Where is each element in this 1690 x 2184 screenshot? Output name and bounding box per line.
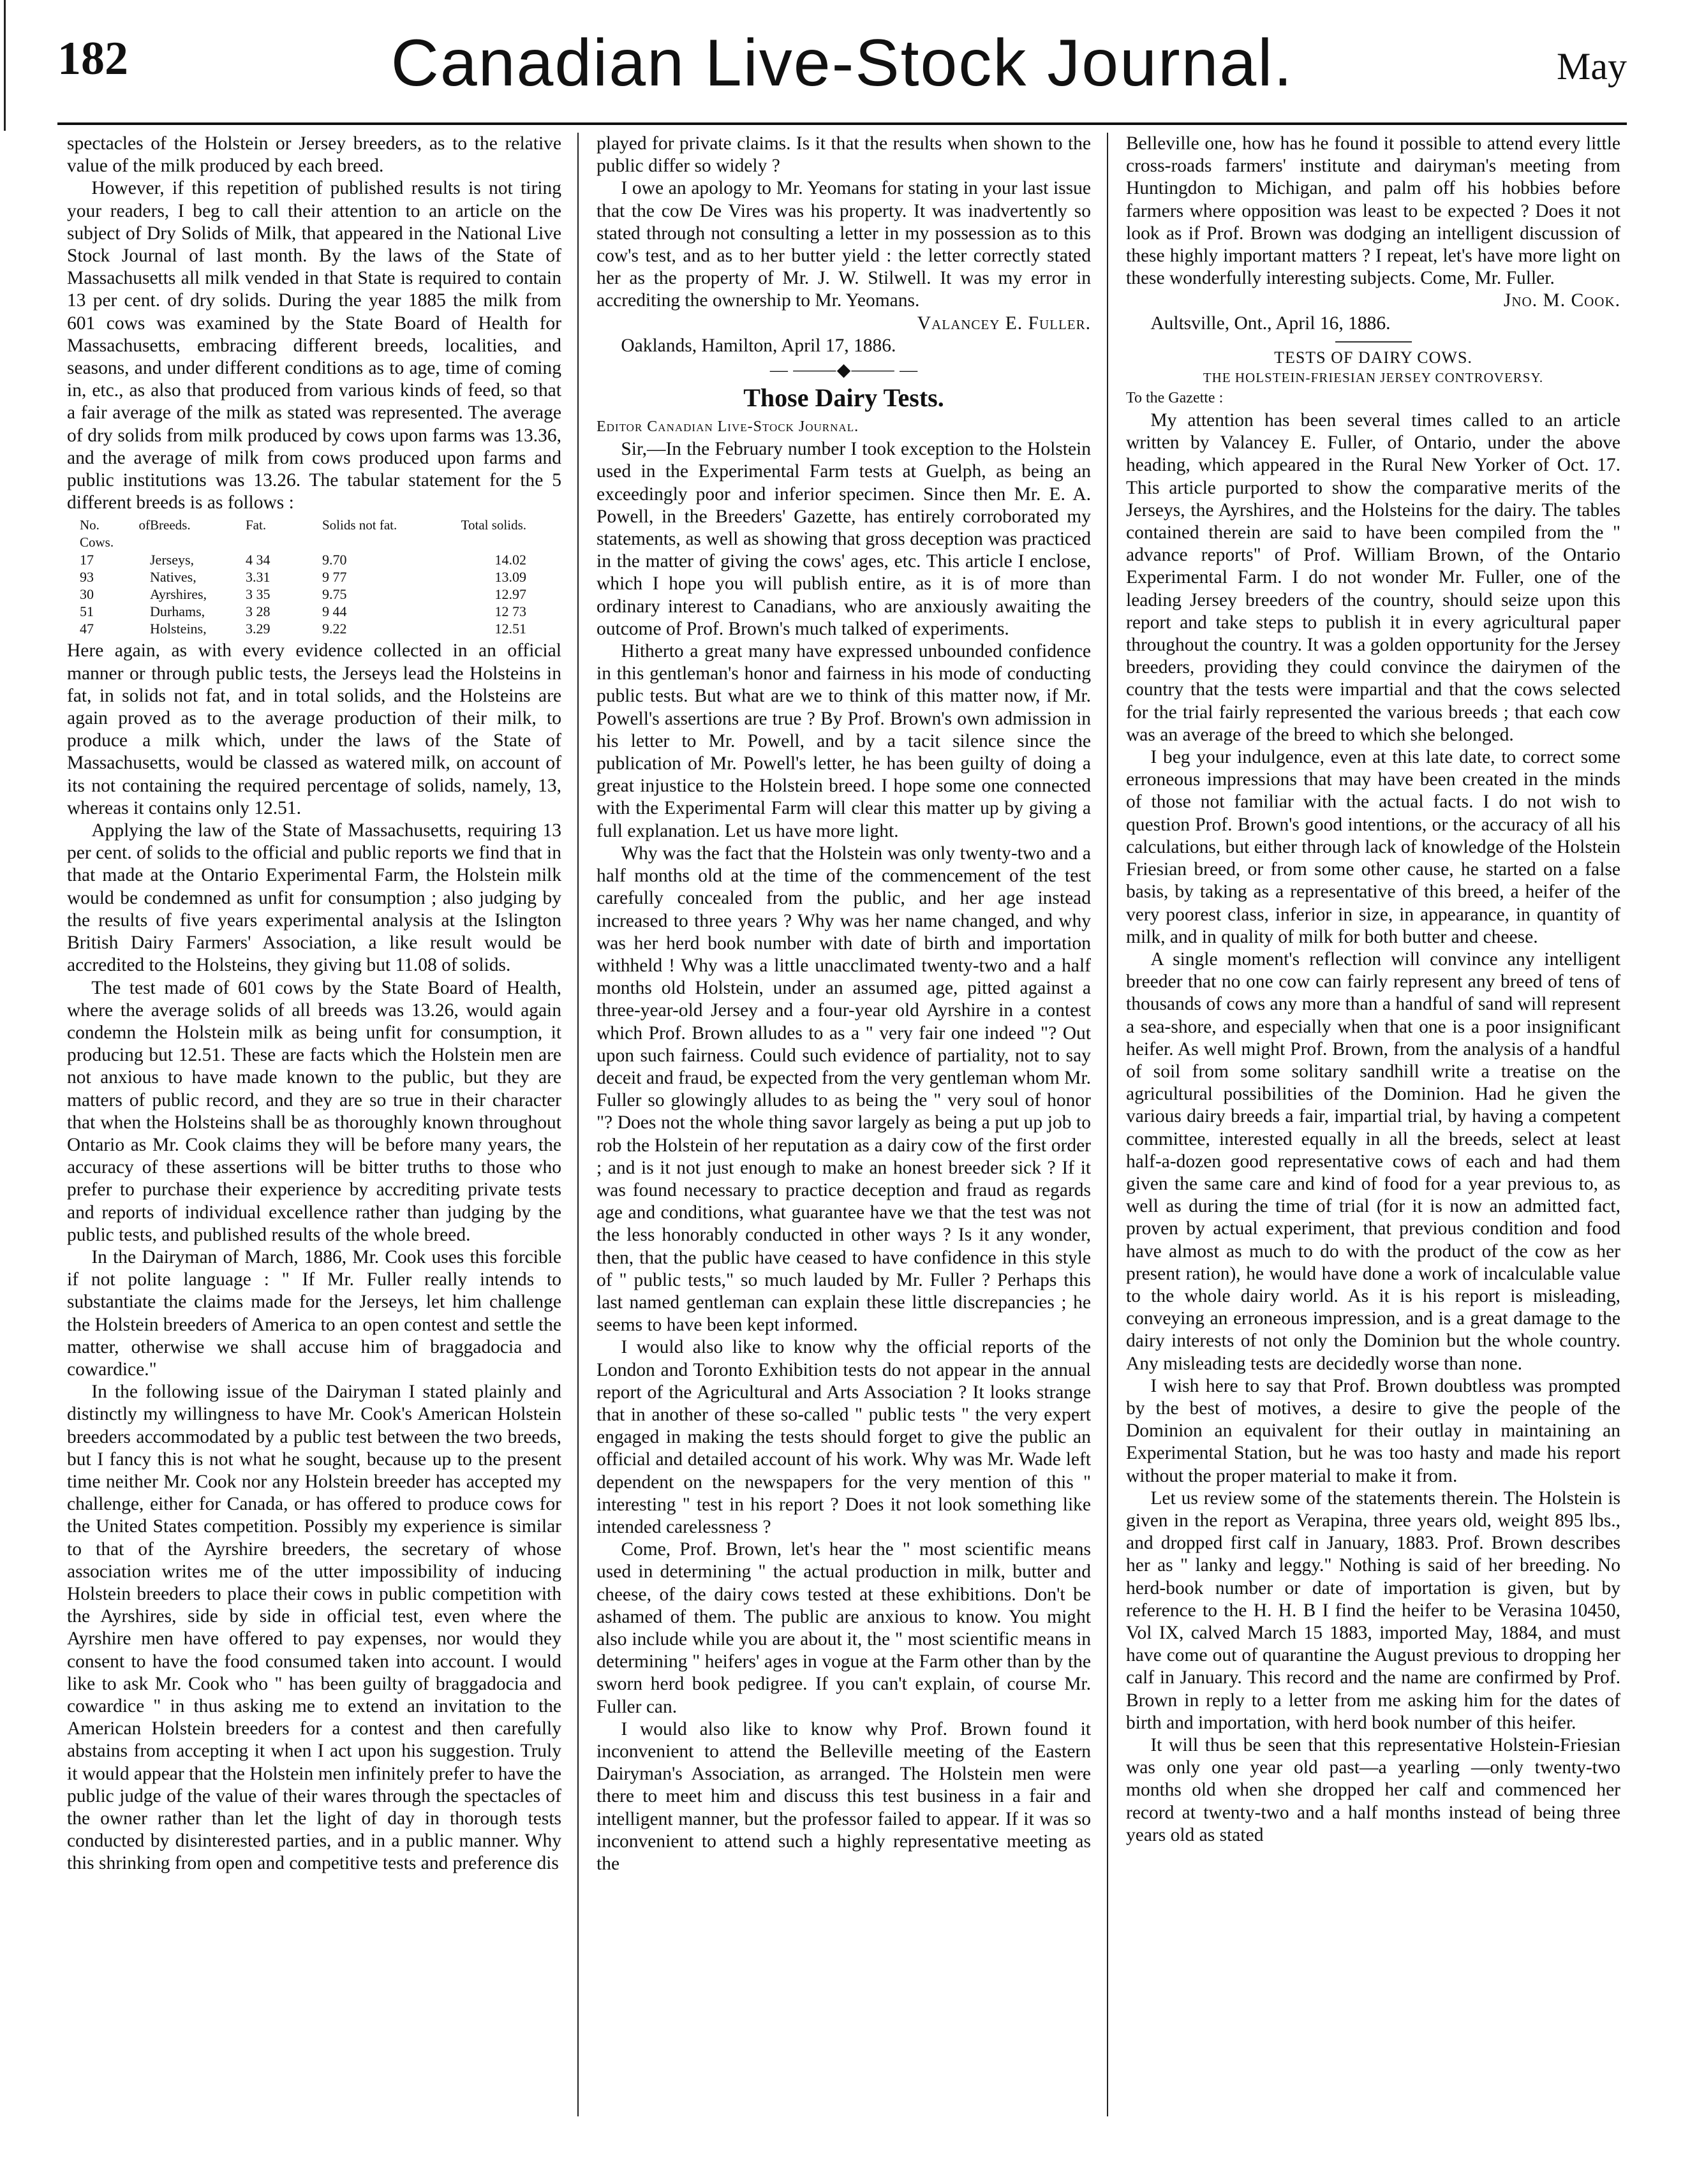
table-cell: 9 77 [322,569,347,586]
table-cell: Jerseys, [150,552,195,568]
column-rule [1107,133,1108,2116]
table-row [80,586,526,603]
table-cell: Holsteins, [150,621,207,637]
table-cell: 3 28 [246,603,271,620]
table-cell: Natives, [150,569,196,586]
table-cell: 9.22 [322,621,347,637]
table-cell: 9.75 [322,586,347,603]
paragraph: However, if this repetition of published results is not tiring your readers, I beg to call their attention to an article on the subject of Dry Solids of Milk, that appeared in the National Live Stock Journal of last month. By the laws of the State of Massachusetts all milk vended in that State is required to contain 13 per cent. of dry solids. During the year 1885 the milk from 601 cows was examined by the State Board of Health for Massachusetts, embracing different breeds, localities, and seasons, and under different conditions as to age, time of coming in, etc., as also that produced from various kinds of feed, so that a fair average of the milk as stated was represented. The average of dry solids from milk produced by cows upon farms was 13.36, and the average of milk from cows produced upon farms and public institutions was 13.26. The tabular statement for the 5 different breeds is as follows : [67,178,561,513]
paragraph: Come, Prof. Brown, let's hear the " most scientific means used in determining " the actual production in milk, butter and cheese, of the dairy cows tested at these exhibitions. Don't be ashamed of them. The public are anxious to know. You might also include while you are about it, the " most scientific means in determining " heifers' ages in vogue at the Farm other than by the sworn herd book pedigree. If you can't explain, of course Mr. Fuller can. [597,1539,1091,1717]
table-cell: 47 [80,621,94,637]
signature: Valancey E. Fuller. [917,313,1091,334]
table-header-row [80,517,526,551]
article-subtitle: THE HOLSTEIN-FRIESIAN JERSEY CONTROVERSY. [1203,369,1544,385]
paragraph: I wish here to say that Prof. Brown doubtless was prompted by the best of motives, a desire to give the people of the Dominion an equivalent for their outlay in maintaining an Experimental Station, but he was too hasty and made his report without the proper material to make it from. [1126,1375,1620,1486]
table-cell: 51 [80,603,94,620]
table-cell: 12.51 [494,621,526,637]
table-cell: Durhams, [150,603,205,620]
table-cell: 3 35 [246,586,271,603]
table-cell: Ayrshires, [150,586,207,603]
table-cell: 3.29 [246,621,271,637]
page-header [57,26,1627,121]
table-cell: 17 [80,552,94,568]
paragraph: In the following issue of the Dairyman I stated plainly and distinctly my willingness to have Mr. Cook's American Holstein breeders accommodated by a public test between the two breeds, but I fancy this is not what he sought, because up to the present time neither Mr. Cook nor any Holstein breeder has accepted my challenge, either for Canada, or has offered to produce cows for the United States competition. Possibly my experience is similar to that of the Ayrshire breeders, the secretary of whose association writes me of the utter impossibility of inducing Holstein breeders to place their cows in public competition with the Ayrshires, side by side in official test, even where the Ayrshire men have offered to pay expenses, nor would they consent to have the food consumed taken into account. I would like to ask Mr. Cook who " has been guilty of braggadocia and cowardice " in thus asking me to extend an invitation to the American Holstein breeders for a contest and then carefully abstains from accepting it when I act upon his suggestion. Truly it would appear that the Holstein men infinitely prefer to have the public judge of the value of their wares through the spectacles of the owner rather than let the light of day in thorough tests conducted by disinterested parties, and in a public manner. Why this shrinking from open and competitive tests and preference dis [67,1382,561,1874]
short-rule [1335,341,1412,343]
table-row [80,620,526,637]
table-header: Total solids. [461,517,526,533]
journal-title: Canadian Live-Stock Journal. [390,26,1294,100]
paragraph: In the Dairyman of March, 1886, Mr. Cook uses this forcible if not polite language : " If Mr. Fuller really intends to substantiate the claims made for the Jerseys, let him challenge the Holstein breeders of America to an open contest and settle the matter, otherwise we shall accuse him of braggadocia and cowardice." [67,1246,561,1380]
issue-month: May [1557,45,1627,87]
paragraph: I owe an apology to Mr. Yeomans for stating in your last issue that the cow De Vires was his property. It was inadvertently so stated through not consulting a letter in my possession as to this cow's test, and as to her butter yield : the letter correctly stated her as the property of Mr. J. W. Stilwell. It was my error in accrediting the ownership to Mr. Yeomans. [597,178,1091,311]
salutation: To the Gazette : [1126,389,1224,406]
paragraph: My attention has been several times called to an article written by Valancey E. Fuller, of Ontario, under the above heading, which appeared in the Rural New Yorker of Oct. 17. This article purported to show the comparative merits of the Jerseys, the Ayrshires, and the Holsteins for the dairy. The tables contained therein are said to have been compiled from the " advance reports" of Prof. William Brown, of the Ontario Experimental Farm. I do not wonder Mr. Fuller, one of the leading Jersey breeders of the country, should seize upon this report and take steps to publish it in every agricultural paper throughout the country. It was a golden opportunity for the Jersey breeders, providing they could convince the dairymen of the country that the tests were impartial and that the cows selected for the trial fairly represented the various breeds ; that each cow was an average of the breed to which she belonged. [1126,410,1620,745]
article-title: Those Dairy Tests. [743,383,944,413]
paragraph: A single moment's reflection will convince any intelligent breeder that no one cow can fairly represent any breed of tens of thousands of cows any more than a handful of sand will represent a sea-shore, and especially when that one is a poor insignificant heifer. As well might Prof. Brown, from the analysis of a handful of soil from some solitary sandhill write a treatise on the agricultural possibilities of the Dominion. Had he given the various dairy breeds a fair, impartial trial, by having a competent committee, interested equally in all the breeds, select at least half-a-dozen good representative cows of each and had them given the same care and kind of food for a year previous to, as well as during the time of trial (for it is now an admitted fact, proven by actual experiment, that previous condition and food have almost as much to do with the product of the cow as her present ration), he would have done a work of incalculable value to the whole dairy world. As it is his report is misleading, conveying an erroneous impression, and is a great damage to the dairy interests of not only the Dominion but the whole country. Any misleading tests are decidedly worse than none. [1126,948,1620,1374]
table-cell: 12.97 [494,586,526,603]
column-1 [67,133,561,2113]
article-title: TESTS OF DAIRY COWS. [1274,348,1472,367]
paragraph: Belleville one, how has he found it possible to attend every little cross-roads farmers' institute and dairyman's meeting from Huntingdon to Michigan, and palm off his hobbies before farmers where opposition was least to be expected ? Does it not look as if Prof. Brown was dodging an intelligent discussion of these highly important matters ? I repeat, let's have more light on these wonderfully interesting subjects. Come, Mr. Fuller. [1126,133,1620,289]
paragraph: I would also like to know why Prof. Brown found it inconvenient to attend the Belleville meeting of the Eastern Dairyman's Association, as arranged. The Holstein men were there to meet him and discuss this test business in a fair and intelligent manner, but the professor failed to appear. If it was so inconvenient to attend such a highly representative meeting as the [597,1718,1091,1875]
table-cell: 3.31 [246,569,271,586]
paragraph: It will thus be seen that this representative Holstein-Friesian was only one year old past—a yearling —only twenty-two months old when she dropped her calf and commenced her record at twenty-two and a half months instead of being three years old as stated [1126,1735,1620,1845]
paragraph: Why was the fact that the Holstein was only twenty-two and a half months old at the time of the commencement of the test carefully concealed from the public, and her age instead increased to three years ? Why was her name changed, and why was her herd book number with date of birth and importation withheld ! Why was a little unacclimated twenty-two and a half months old Holstein, under an assumed age, pitted against a three-year-old Jersey and a four-year old Ayrshire in a contest which Prof. Brown alludes to as a " very fair one indeed "? Out upon such fairness. Could such evidence of partiality, not to say deceit and fraud, be expected from the very gentleman whom Mr. Fuller so glowingly alludes to as being the " very soul of honor "? Does not the whole thing savor largely as being a put up job to rob the Holstein of her reputation as a dairy cow of the first order ; and is it not just enough to make an honest breeder sick ? If it was found necessary to practice deception and fraud as regards age and conditions, what guarantee have we that the test was not the less honorably conducted in other ways ? Is it any wonder, then, that the public have ceased to have confidence in this style of " public tests," so much lauded by Mr. Fuller ? Perhaps this last named gentleman can explain these little discrepancies ; he seems to have been kept informed. [597,843,1091,1336]
signature: Jno. M. Cook. [1503,290,1620,311]
table-header: Fat. [246,517,267,533]
table-cell: 30 [80,586,94,603]
paragraph: Let us review some of the statements therein. The Holstein is given in the report as Verapina, three years old, weight 895 lbs., and dropped first calf in January, 1883. Prof. Brown describes her as " lanky and leggy." Nothing is said of her breeding. No herd-book number or date of importation is given, but by reference to the H. H. B I find the heifer to be Verasina 10450, Vol IX, calved March 15 1883, imported May, 1884, and must have come out of quarantine the August previous to dropping her calf in January. This record and the name are confirmed by Prof. Brown in reply to a letter from me asking him for the dates of birth and importation, with herd book number of this heifer. [1126,1487,1620,1733]
column-2 [597,133,1091,2113]
paragraph: played for private claims. Is it that the results when shown to the public differ so widely ? [597,133,1091,177]
paragraph: The test made of 601 cows by the State Board of Health, where the average solids of all breeds was 13.26, would again condemn the Holstein milk as being unfit for consumption, it producing but 12.51. These are facts which the Holstein men are not anxious to have made known to the public, but they are matters of public record, and they are so true in their character that when the Holsteins shall be as thoroughly known throughout Ontario as Mr. Cook claims they will be before many years, the accuracy of these assertions will be bitter truths to those who prefer to purchase their experience by accrediting private tests and reports of individual excellence rather than judging by the public tests, and published results of the whole breed. [67,977,561,1245]
table-cell: 4 34 [246,552,271,568]
table-header: No. of Cows. [80,517,150,550]
breed-solids-table [80,517,526,637]
table-row [80,568,526,586]
table-header: Solids not fat. [322,517,397,533]
paragraph: spectacles of the Holstein or Jersey breeders, as to the relative value of the milk produced by each breed. [67,133,561,177]
margin-rule [4,0,6,131]
table-cell: 9 44 [322,603,347,620]
header-rule [57,122,1627,125]
table-row [80,551,526,568]
paragraph: I would also like to know why the official reports of the London and Toronto Exhibition tests do not appear in the annual report of the Agricultural and Arts Association ? It looks strange that in another of these so-called " public tests " the very expert engaged in making the tests should forget to give the public an official and detailed account of his work. Why was Mr. Wade left dependent on the newspapers for the very mention of this " interesting " test in his report ? Does it not look something like intended carelessness ? [597,1337,1091,1537]
paragraph: I beg your indulgence, even at this late date, to correct some erroneous impressions that may have been created in the minds of those not familiar with the actual facts. I do not wish to question Prof. Brown's good intentions, or the accuracy of all his calculations, but either through lack of knowledge of the Holstein Friesian breed, or from some other cause, he started on a false basis, by taking as a representative of this breed, a heifer of the very poorest class, inferior in size, in appearance, in quantity of milk, and in quality of milk for both butter and cheese. [1126,747,1620,947]
paragraph: Applying the law of the State of Massachusetts, requiring 13 per cent. of solids to the official and public reports we find that in that made at the Ontario Experimental Farm, the Holstein milk would be condemned as unfit for consumption ; also judging by the results of five years experimental analysis at the Islington British Dairy Farmers' Association, a like result would be accredited to the Holsteins, they giving but 11.08 of solids. [67,820,561,976]
ornament-divider: — ⸻◆⸻ — [769,360,918,381]
table-cell: 14.02 [494,552,526,568]
column-rule [577,133,579,2116]
dateline: Oaklands, Hamilton, April 17, 1886. [621,335,896,356]
table-cell: 12 73 [494,603,526,620]
table-row [80,603,526,620]
editor-line: Editor Canadian Live-Stock Journal. [597,418,859,436]
table-cell: 93 [80,569,94,586]
table-cell: 13.09 [494,569,526,586]
column-3 [1126,133,1620,2113]
paragraph: Hitherto a great many have expressed unbounded confidence in this gentleman's honor and fairness in his mode of conducting public tests. But what are we to think of this matter now, if Mr. Powell's assertions are true ? By Prof. Brown's own admission in his letter to Mr. Powell, and by a tacit silence since the publication of Mr. Powell's letter, he has been guilty of doing a great injustice to the Holstein breed. I hope some one connected with the Experimental Farm will clear this matter up by giving a full explanation. Let us have more light. [597,641,1091,841]
page-number: 182 [57,33,128,85]
dateline: Aultsville, Ont., April 16, 1886. [1150,313,1391,334]
paragraph: Here again, as with every evidence collected in an official manner or through public tests, the Jerseys lead the Holsteins in fat, in solids not fat, and in total solids, and the Holsteins are again proved as to the average production of their milk, to produce a milk which, under the laws of the State of Massachusetts, would be classed as watered milk, on account of its not containing the required percentage of solids, namely, 13, whereas it contains only 12.51. [67,640,561,818]
table-cell: 9.70 [322,552,347,568]
table-header: Breeds. [150,517,191,533]
paragraph: Sir,—In the February number I took exception to the Holstein used in the Experimental Farm tests at Guelph, as being an exceedingly poor and inferior specimen. Since then Mr. E. A. Powell, in the Breeders' Gazette, has entirely corroborated my statements, as well as showing that gross deception was practiced in the matter of giving the cows' ages, etc. This article I enclose, which I hope you will publish entire, as it is of more than ordinary interest to Canadians, who are anxiously awaiting the outcome of Prof. Brown's much talked of experiments. [597,439,1091,639]
